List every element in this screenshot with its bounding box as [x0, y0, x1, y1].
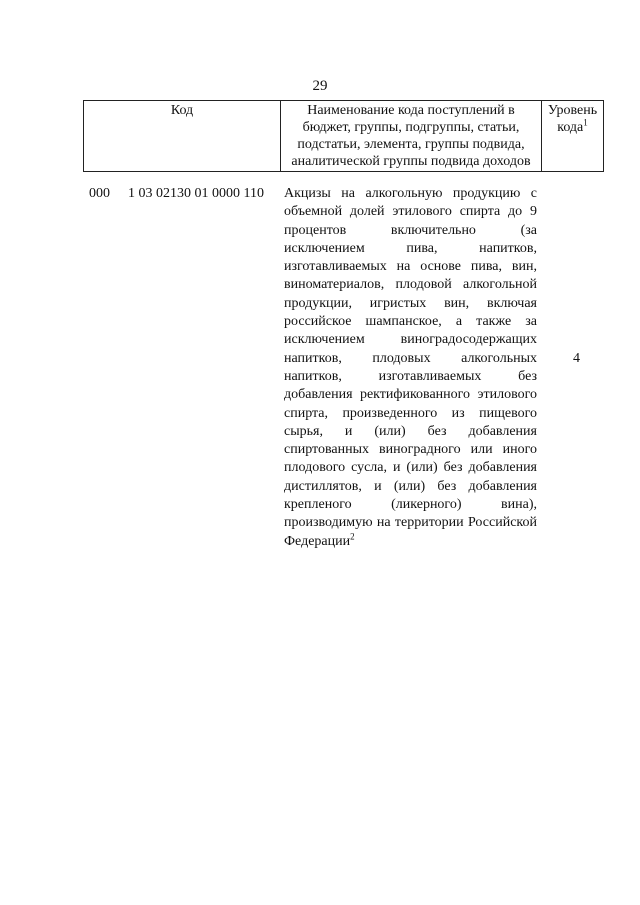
row-name — [284, 185, 537, 551]
row-name-text: Акцизы на алкогольную продукцию с объемной долей этилового спирта до 9 процентов включительно (за исключением пива, напитков, изготавливаемых на основе пива, вин, виноматериалов, плодовой алкогольной продукции, игристых вин, включая российское шампанское, а также за исключением виноградосодержащих напитков, плодовых алкогольных напитков, изготавливаемых без добавления ректификованного этилового спирта, произведенного из пищевого сырья, и (или) без добавления спиртованных виноградного или иного плодового сусла, и (или) без добавления дистиллятов, и (или) без добавления крепленого (ликерного) вина), производимую на территории Российской Федерации — [284, 186, 537, 549]
header-level-label: Уровень кода — [547, 103, 598, 135]
header-level — [542, 101, 604, 172]
header-name-label: Наименование кода поступлений в бюджет, группы, подгруппы, статьи, подстатьи, элемента, группы подвида, аналитической группы подвида доходов — [291, 103, 531, 169]
row-code-prefix: 000 — [89, 186, 110, 201]
header-row — [84, 101, 604, 172]
header-level-footnote: 1 — [583, 117, 588, 128]
row-name-footnote: 2 — [350, 530, 355, 541]
row-code: 1 03 02130 01 0000 110 — [128, 186, 264, 201]
header-table — [83, 100, 604, 172]
header-code-label: Код — [170, 103, 194, 118]
header-code — [84, 101, 281, 172]
row-level: 4 — [573, 351, 580, 366]
page-number: 29 — [312, 78, 328, 94]
header-name — [281, 101, 542, 172]
